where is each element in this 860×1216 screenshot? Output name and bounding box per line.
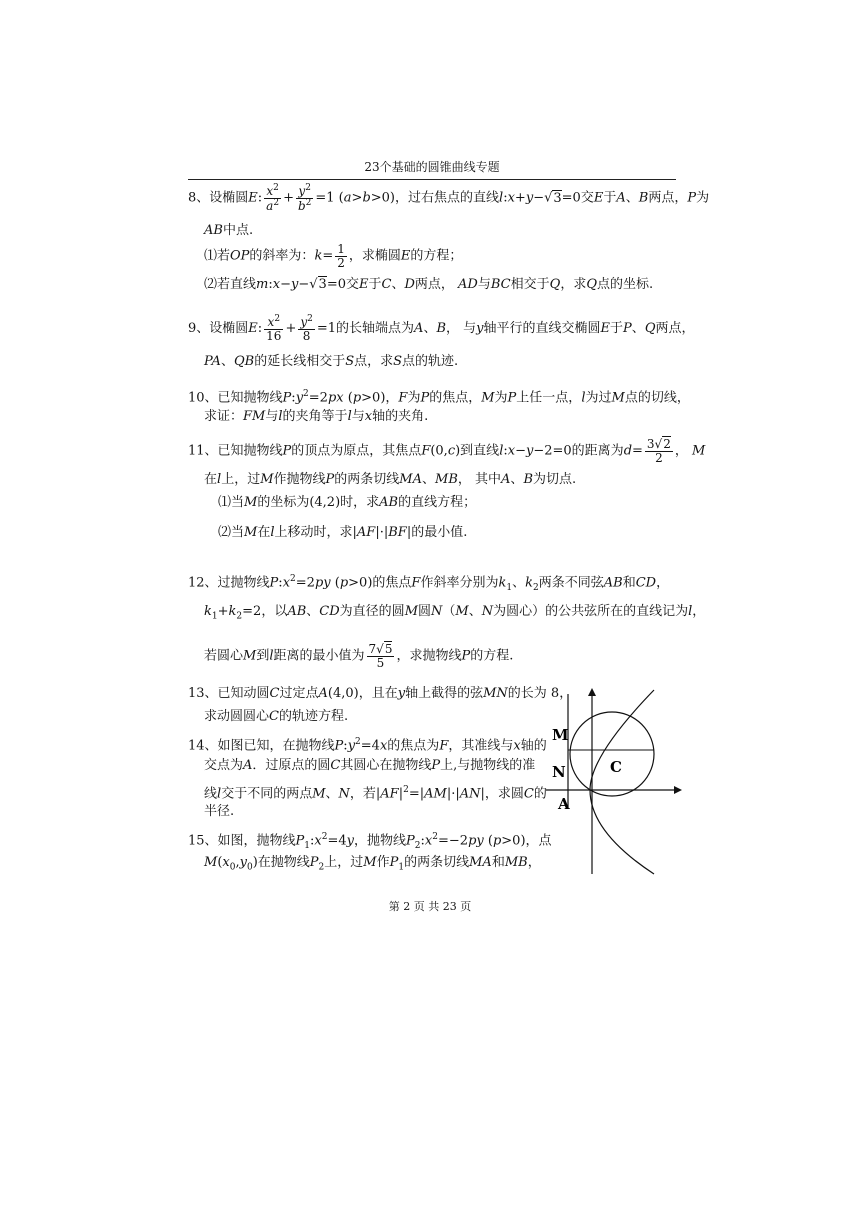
label-m: M <box>552 726 569 744</box>
problem-11-line1: 11、已知抛物线P的顶点为原点，其焦点F(0,c)到直线l:x−y−2=0的距离为d= $\frac{3√2}{2}$ ， M <box>188 437 706 465</box>
problem-12-line3: 若圆心M到l距离的最小值为 $\frac{7√5}{5}$ ，求抛物线P的方程. <box>204 642 514 670</box>
problem-10-line2: 求证：FM与l的夹角等于l与x轴的夹角. <box>204 409 429 424</box>
problem-9-line1: 9、设椭圆E: $\frac{x^2}{16}$ + $\frac{y^2}{8}$ =1的长轴端点为A、B， 与y轴平行的直线交椭圆E于P、Q两点， <box>188 314 695 343</box>
label-a: A <box>558 795 570 813</box>
problem-13-line1: 13、已知动圆C过定点A(4,0)，且在y轴上截得的弦MN的长为 8， <box>188 686 573 701</box>
problem-12-line2: $k_1+k_2=2$，以AB、CD为直径的圆M圆N（M、N为圆心）的公共弦所在的直线记为l， <box>204 604 706 622</box>
problem-14-line4: 半径. <box>204 804 235 819</box>
circle-c <box>570 712 654 796</box>
label-c: C <box>610 758 622 776</box>
problem-14-line3: 线l交于不同的两点M、N，若$|AF|^2=|AM|\cdot|AN|$，求圆C的 <box>204 785 547 802</box>
y-axis-arrow-icon <box>588 688 596 696</box>
problem-14-line2: 交点为A．过原点的圆C其圆心在抛物线P上,与抛物线的准 <box>204 758 536 773</box>
problem-10-line1: 10、已知抛物线$P:y^2=2px$ (p>0)，F为P的焦点，M为P上任一点，l为过M点的切线， <box>188 389 690 406</box>
problem-8-line2: AB中点. <box>204 223 254 238</box>
problem-13-line2: 求动圆圆心C的轨迹方程. <box>204 709 349 724</box>
label-n: N <box>552 763 566 781</box>
problem-14-line1: 14、如图已知，在抛物线$P:y^2=4x$的焦点为F，其准线与x轴的 <box>188 737 547 754</box>
problem-8-part2: ⑵若直线m:x−y−√3=0交E于C、D两点， AD与BC相交于Q，求Q点的坐标. <box>204 277 654 292</box>
problem-11-line2: 在l上，过M作抛物线P的两条切线MA、MB， 其中A、B为切点. <box>204 472 577 487</box>
x-axis-arrow-icon <box>674 786 682 794</box>
problem-11-part2: ⑵当M在l上移动时，求|AF|·|BF|的最小值. <box>218 525 468 540</box>
page-header: 23个基础的圆锥曲线专题 <box>188 158 676 180</box>
page-footer: 第 2 页 共 23 页 <box>388 900 472 913</box>
parabola-curve <box>590 690 654 874</box>
problem-12-line1: 12、过抛物线$P:x^2=2py$ (p>0)的焦点F作斜率分别为$k_1$、$k_2$两条不同弦AB和CD， <box>188 574 670 593</box>
problem-8-part1: ⑴若OP的斜率为：k= $\frac{1}{2}$ ，求椭圆E的方程； <box>204 242 463 270</box>
problem-11-part1: ⑴当M的坐标为(4,2)时，求AB的直线方程； <box>218 495 477 510</box>
problem-15-line2: $M(x_0,y_0)$在抛物线$P_2$上，过M作$P_1$的两条切线MA和MB， <box>204 855 541 873</box>
figure-parabola-circle <box>544 688 684 878</box>
problem-15-line1: 15、如图，抛物线$P_1:x^2=4y$，抛物线$P_2:x^2=-2py$ (p>0)，点 <box>188 832 552 851</box>
problem-8-line1: 8、设椭圆E: $\frac{x^2}{a^2}$ + $\frac{y^2}{b^2}$ =1 (a>b>0)，过右焦点的直线l:x+y−√3=0交E于A、B两点，P为 <box>188 183 710 213</box>
problem-9-line2: PA、QB的延长线相交于S点，求S点的轨迹. <box>204 354 459 369</box>
